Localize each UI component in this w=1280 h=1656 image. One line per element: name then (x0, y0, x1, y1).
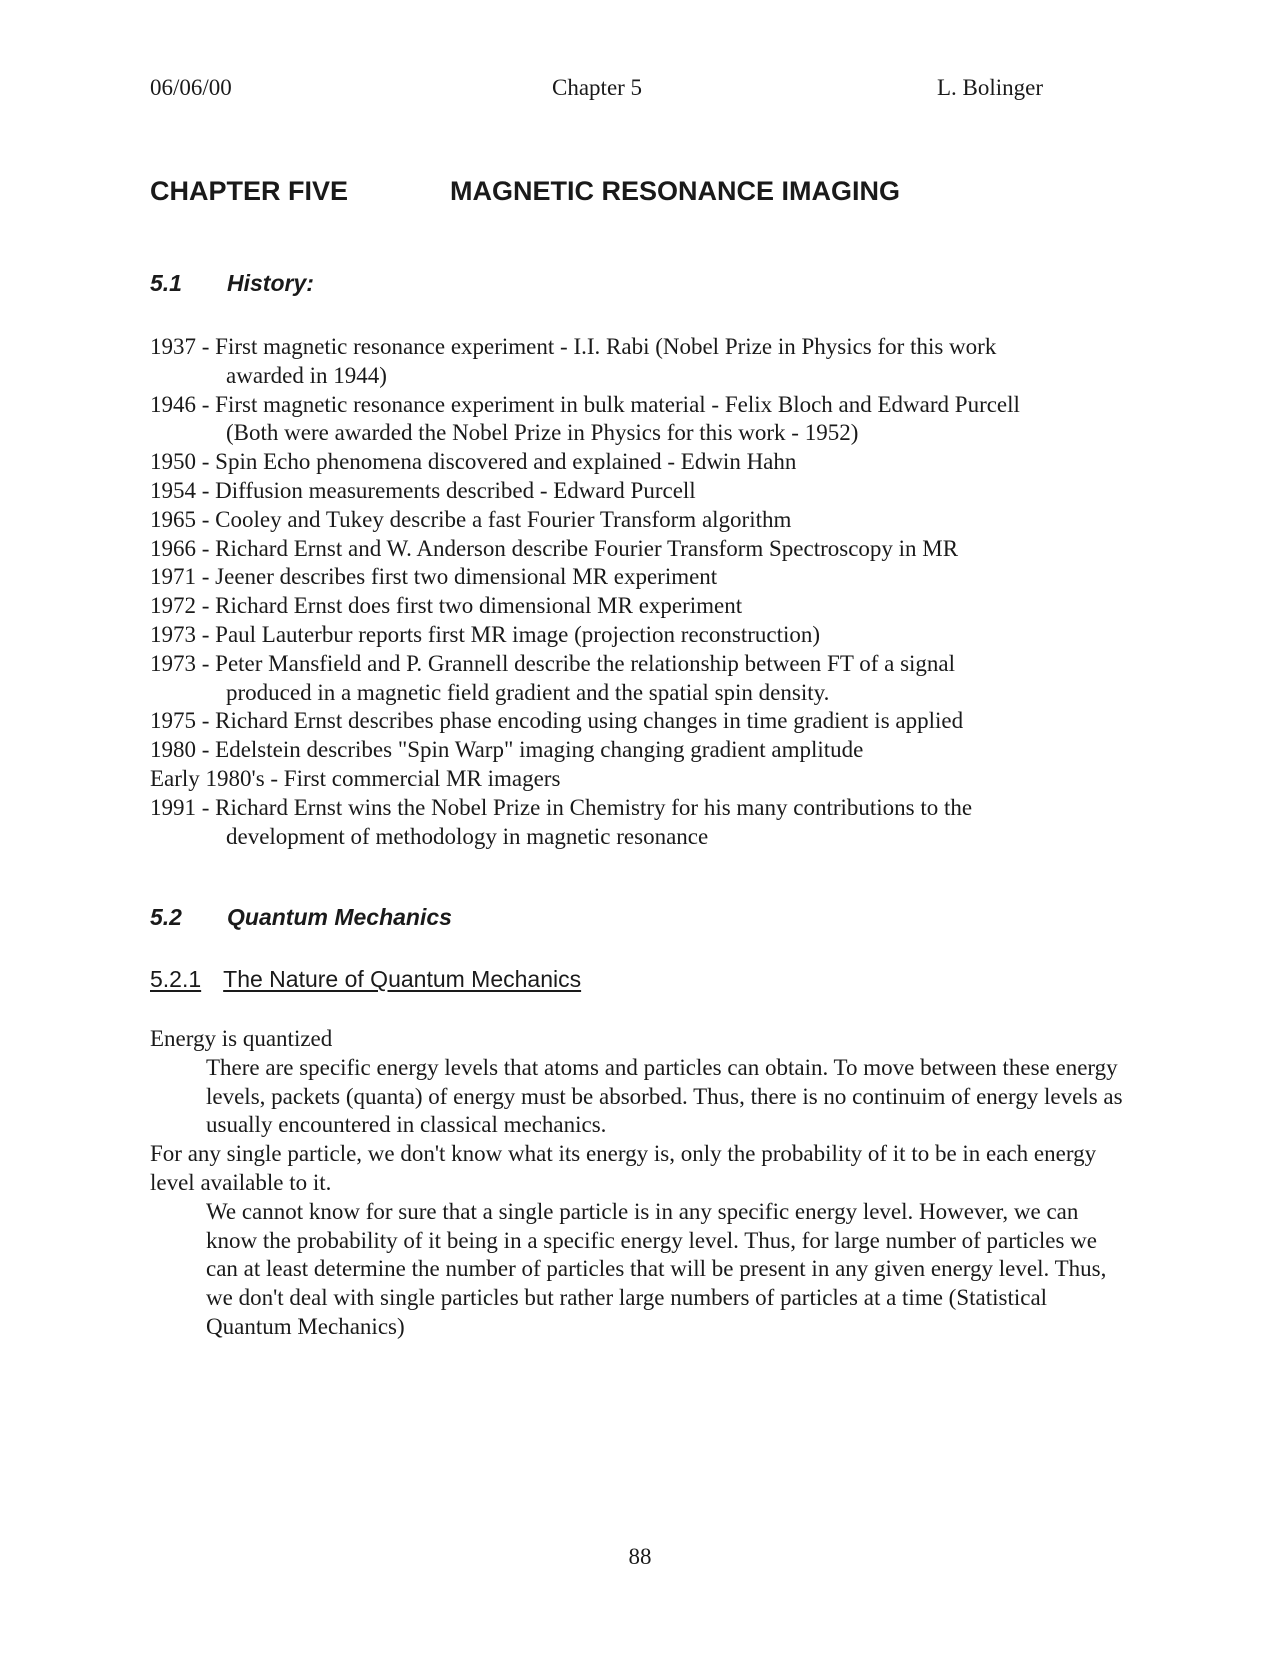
timeline-entry (150, 563, 1130, 592)
history-timeline (150, 333, 1130, 851)
timeline-entry-text: 1972 - Richard Ernst does first two dimensional MR experiment (150, 593, 743, 619)
header-date: 06/06/00 (150, 75, 232, 100)
header-chapter: Chapter 5 (552, 75, 643, 100)
timeline-entry-text: 1954 - Diffusion measurements described - Edward Purcell (150, 477, 696, 503)
timeline-entry (150, 477, 1130, 506)
timeline-entry-text: 1966 - Richard Ernst and W. Anderson describe Fourier Transform Spectroscopy in MR (150, 535, 959, 561)
chapter-label: CHAPTER FIVE (150, 176, 349, 206)
section-heading-quantum-mechanics (150, 902, 452, 932)
section-number: 5.1 (150, 270, 182, 296)
section-number: 5.2 (150, 904, 182, 930)
timeline-entry (150, 391, 1130, 449)
timeline-entry (150, 765, 1130, 794)
timeline-entry-continuation: produced in a magnetic field gradient and the spatial spin density. (226, 679, 830, 705)
timeline-entry (150, 736, 1130, 765)
timeline-entry-text: 1965 - Cooley and Tukey describe a fast Fourier Transform algorithm (150, 506, 792, 532)
timeline-entry-text: 1973 - Paul Lauterbur reports first MR image (projection reconstruction) (150, 621, 821, 647)
timeline-entry (150, 621, 1130, 650)
chapter-name: MAGNETIC RESONANCE IMAGING (450, 176, 901, 206)
timeline-entry-text: 1937 - First magnetic resonance experiment - I.I. Rabi (Nobel Prize in Physics for this work (150, 334, 997, 359)
paragraph-heading: For any single particle, we don't know what its energy is, only the probability of it to be in each energy level available to it. (150, 1141, 1097, 1195)
section-title: History: (227, 270, 314, 296)
subsection-number: 5.2.1 (150, 966, 202, 992)
timeline-entry-text: 1991 - Richard Ernst wins the Nobel Prize in Chemistry for his many contributions to the (150, 794, 973, 820)
paragraph-body: We cannot know for sure that a single particle is in any specific energy level. However, we can know the probability of it being in a specific energy level. Thus, for large number of particles we can at least determine the number of particles that will be present in any given energy level. Thus, we don't deal with single particles but rather large numbers of particles at a time (Statistical Quantum Mechanics) (206, 1198, 1107, 1339)
timeline-entry (150, 592, 1130, 621)
timeline-entry-text: 1950 - Spin Echo phenomena discovered and explained - Edwin Hahn (150, 449, 797, 475)
section-heading-history (150, 268, 314, 298)
subsection-title: The Nature of Quantum Mechanics (223, 966, 582, 992)
timeline-entry-continuation: awarded in 1944) (226, 362, 387, 388)
chapter-title (150, 174, 901, 208)
timeline-entry-text: 1946 - First magnetic resonance experiment in bulk material - Felix Bloch and Edward Purcell (150, 391, 1020, 417)
timeline-entry (150, 707, 1130, 736)
paragraph-body: There are specific energy levels that atoms and particles can obtain. To move between these energy levels, packets (quanta) of energy must be absorbed. Thus, there is no continuim of energy levels as usually encountered in classical mechanics. (206, 1054, 1123, 1138)
timeline-entry-text: 1971 - Jeener describes first two dimensional MR experiment (150, 564, 718, 590)
section-title: Quantum Mechanics (227, 904, 452, 930)
timeline-entry-continuation: (Both were awarded the Nobel Prize in Physics for this work - 1952) (226, 420, 859, 446)
paragraph-heading: Energy is quantized (150, 1026, 333, 1051)
timeline-entry-text: Early 1980's - First commercial MR imagers (150, 765, 561, 791)
subsection-heading (150, 964, 581, 994)
timeline-entry (150, 535, 1130, 564)
timeline-entry-text: 1975 - Richard Ernst describes phase encoding using changes in time gradient is applied (150, 708, 964, 734)
timeline-entry (150, 448, 1130, 477)
timeline-entry (150, 650, 1130, 708)
header-author: L. Bolinger (937, 75, 1044, 100)
body-text (150, 1025, 1140, 1342)
timeline-entry (150, 794, 1130, 852)
timeline-entry (150, 333, 1130, 391)
timeline-entry (150, 506, 1130, 535)
timeline-entry-text: 1980 - Edelstein describes "Spin Warp" imaging changing gradient amplitude (150, 737, 864, 763)
timeline-entry-text: 1973 - Peter Mansfield and P. Grannell describe the relationship between FT of a signal (150, 650, 956, 676)
page-number: 88 (628, 1544, 652, 1569)
timeline-entry-continuation: development of methodology in magnetic resonance (226, 823, 709, 849)
